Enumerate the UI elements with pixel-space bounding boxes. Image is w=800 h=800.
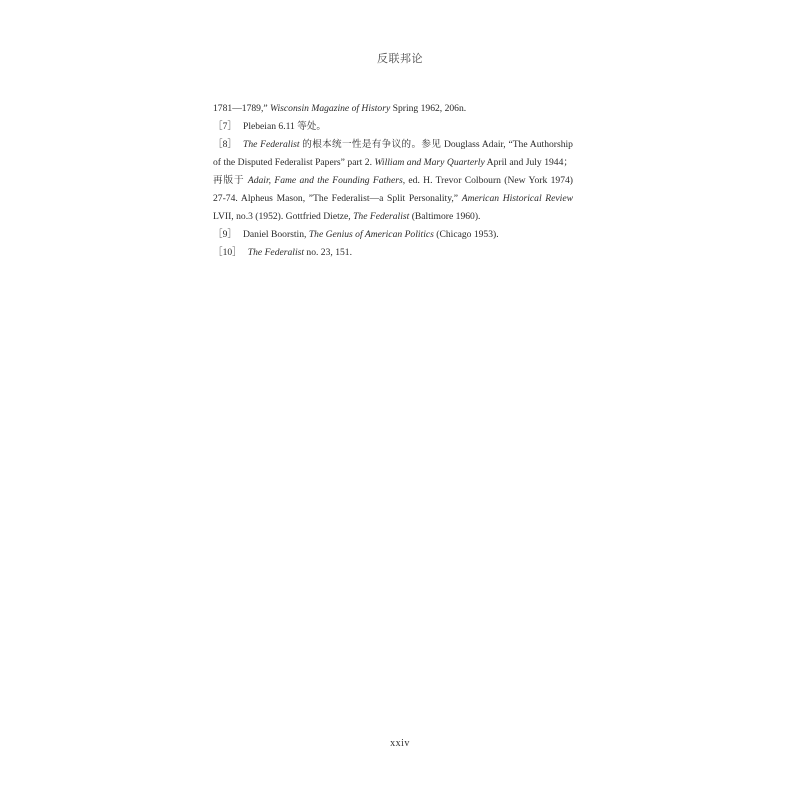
note-10 (213, 244, 573, 262)
note-text: April and July 1944； (484, 157, 573, 168)
book-title: The Federalist (247, 247, 305, 258)
note-8-line-3 (213, 172, 573, 190)
note-continuation (213, 100, 573, 118)
running-head: 反联邦论 (377, 53, 423, 65)
note-text: of the Disputed Federalist Papers” part 2. (213, 157, 375, 168)
note-8-line-1 (213, 136, 573, 154)
note-number: ［8］ (213, 139, 237, 150)
book-title: The Genius of American Politics (308, 229, 434, 240)
note-text: 再版于 (213, 175, 248, 186)
note-text: Daniel Boorstin, (242, 229, 309, 240)
note-text: 的根本统一性是有争议的。参见 Douglass Adair, “The Authorship (299, 139, 573, 150)
note-text: no. 23, 151. (304, 247, 352, 258)
page-number: xxiv (390, 738, 410, 749)
note-number: ［9］ (213, 229, 237, 240)
note-9 (213, 226, 573, 244)
endnotes (213, 100, 573, 262)
note-text: (Baltimore 1960). (409, 211, 481, 222)
book-title: The Federalist (242, 139, 300, 150)
note-text: Plebeian 6.11 等处。 (242, 121, 327, 132)
note-text: 1781—1789,” (213, 103, 271, 114)
journal-title: American Historical Review (461, 193, 573, 204)
note-8-line-4 (213, 190, 573, 208)
note-number: ［7］ (213, 121, 237, 132)
note-8-line-5 (213, 208, 573, 226)
book-title: Adair, Fame and the Founding Fathers (247, 175, 403, 186)
note-text: , ed. H. Trevor Colbourn (New York 1974) (402, 175, 573, 186)
note-8-line-2 (213, 154, 573, 172)
note-text: (Chicago 1953). (433, 229, 499, 240)
note-text: 27-74. Alpheus Mason, ”The Federalist—a Split Personality,” (213, 193, 462, 204)
book-title: The Federalist (353, 211, 410, 222)
note-number: ［10］ (213, 247, 242, 258)
note-text: Spring 1962, 206n. (390, 103, 467, 114)
note-7 (213, 118, 573, 136)
journal-title: Wisconsin Magazine of History (270, 103, 391, 114)
journal-title: William and Mary Quarterly (374, 157, 485, 168)
note-text: LVII, no.3 (1952). Gottfried Dietze, (213, 211, 354, 222)
